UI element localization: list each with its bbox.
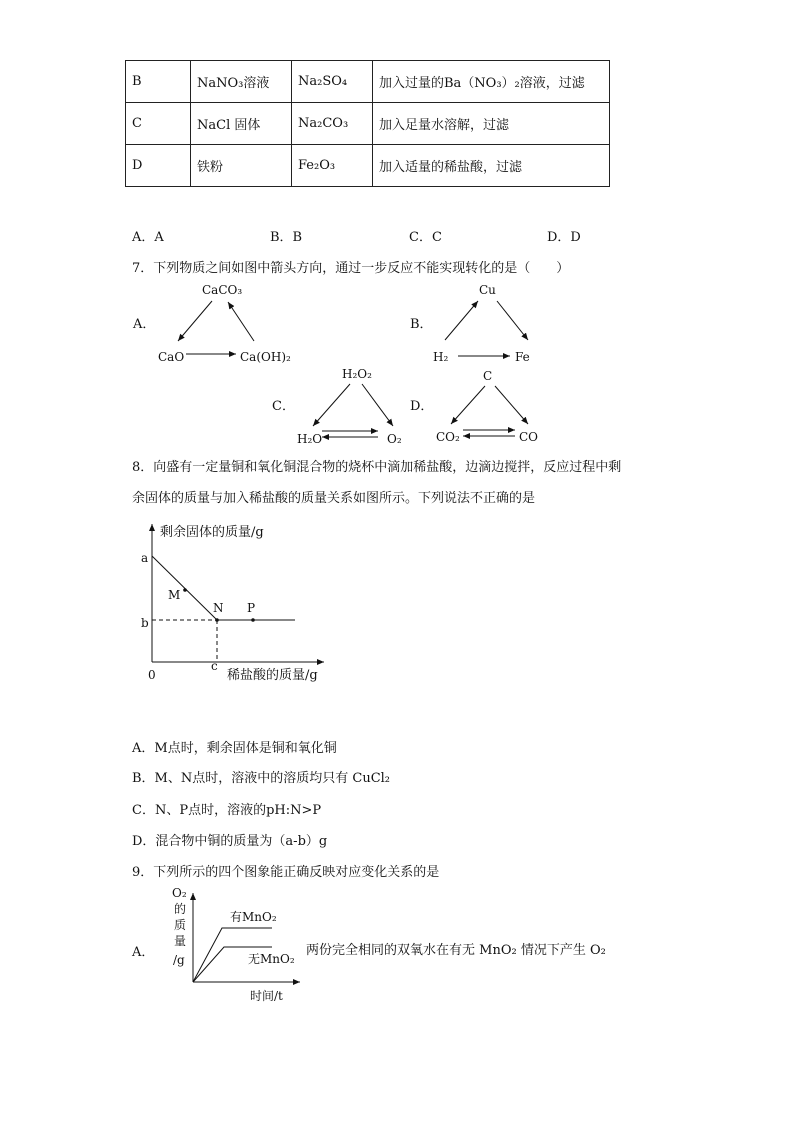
q8-graph [141,524,324,683]
arrow [445,301,478,340]
q7-a-label[interactable]: A． [133,317,156,332]
table-cell: C [126,103,191,145]
q7-d-diagram [410,369,538,444]
q8-stem-line1: 8．向盛有一定量铜和氧化铜混合物的烧杯中滴加稀盐酸，边滴边搅拌，反应过程中剩 [132,460,622,475]
point-m [183,588,187,592]
q7-d-right: CO [519,430,539,444]
q9-xlabel: 时间/t [250,989,283,1003]
table-cell: B [126,61,191,103]
q7-d-label[interactable]: D． [410,399,434,414]
arrow [313,384,350,426]
decline-line [152,556,217,620]
arrow [228,302,254,341]
q9-without-catalyst-label: 无MnO₂ [248,952,295,966]
table-cell: Na₂CO₃ [292,103,373,145]
q8-option-c[interactable]: C．N、P点时，溶液的pH:N>P [132,803,322,818]
q6-choice-a[interactable]: A．A [132,230,164,245]
q9-a-graph [172,886,300,1003]
q7-a-right: Ca(OH)₂ [240,350,291,364]
q7-stem: 7．下列物质之间如图中箭头方向，通过一步反应不能实现转化的是（ ） [132,261,570,276]
q9-option-a-description: 两份完全相同的双氧水在有无 MnO₂ 情况下产生 O₂ [306,943,606,958]
q6-choice-d[interactable]: D．D [547,230,581,245]
table-cell: NaNO₃溶液 [191,61,292,103]
table-cell: 加入过量的Ba（NO₃）₂溶液，过滤 [373,61,610,103]
q7-c-label[interactable]: C． [272,399,295,414]
q8-stem-line2: 余固体的质量与加入稀盐酸的质量关系如图所示。下列说法不正确的是 [132,491,536,506]
q7-b-left: H₂ [433,350,449,364]
q9-ylabel-char: 质 [174,918,187,932]
q9-ylabel-char: 量 [174,934,187,948]
q8-origin: 0 [148,668,156,682]
arrow [497,301,528,340]
arrow [451,386,485,424]
q8-point-p-label: P [247,601,256,615]
point-n [215,618,219,622]
table-cell: 加入适量的稀盐酸，过滤 [373,145,610,187]
q8-option-d[interactable]: D．混合物中铜的质量为（a-b）g [132,834,328,849]
table-cell: Fe₂O₃ [292,145,373,187]
q7-a-left: CaO [158,350,185,364]
q8-point-a-label: a [141,551,149,565]
q8-point-c-label: c [211,659,218,673]
q7-a-diagram [132,283,291,364]
q9-stem: 9．下列所示的四个图象能正确反映对应变化关系的是 [132,865,440,880]
q7-c-right: O₂ [387,432,402,446]
q7-c-left: H₂O [297,432,323,446]
q8-option-b[interactable]: B．M、N点时，溶液中的溶质均只有 CuCl₂ [132,771,391,786]
table-cell: 铁粉 [191,145,292,187]
q6-choice-c[interactable]: C．C [409,230,442,245]
q7-d-left: CO₂ [436,430,460,444]
q8-option-a[interactable]: A．M点时，剩余固体是铜和氧化铜 [132,741,337,756]
q7-d-top: C [483,369,493,383]
table-cell: 加入足量水溶解，过滤 [373,103,610,145]
q7-a-top: CaCO₃ [202,283,243,297]
q8-xlabel: 稀盐酸的质量/g [227,668,318,683]
table-cell: Na₂SO₄ [292,61,373,103]
table-cell: NaCl 固体 [191,103,292,145]
q8-point-b-label: b [141,616,149,630]
arrow [178,301,212,341]
q9-ylabel-char: 的 [174,902,187,916]
point-p [251,618,255,622]
q7-c-top: H₂O₂ [342,367,372,381]
q9-ylabel-char: O₂ [172,886,187,900]
arrow [362,384,393,426]
q8-ylabel: 剩余固体的质量/g [160,525,264,540]
q7-b-right: Fe [515,350,530,364]
arrow [495,386,528,424]
q7-b-label[interactable]: B． [410,317,433,332]
q8-point-m-label: M [168,588,181,602]
q7-b-top: Cu [479,283,496,297]
table-cell: D [126,145,191,187]
q7-c-diagram [272,367,402,446]
q9-option-a-label[interactable]: A． [132,945,155,960]
q9-ylabel-char: /g [173,953,185,967]
q7-b-diagram [410,283,530,364]
q6-choice-b[interactable]: B．B [270,230,303,245]
q8-point-n-label: N [213,601,224,615]
q9-with-catalyst-label: 有MnO₂ [230,910,277,924]
